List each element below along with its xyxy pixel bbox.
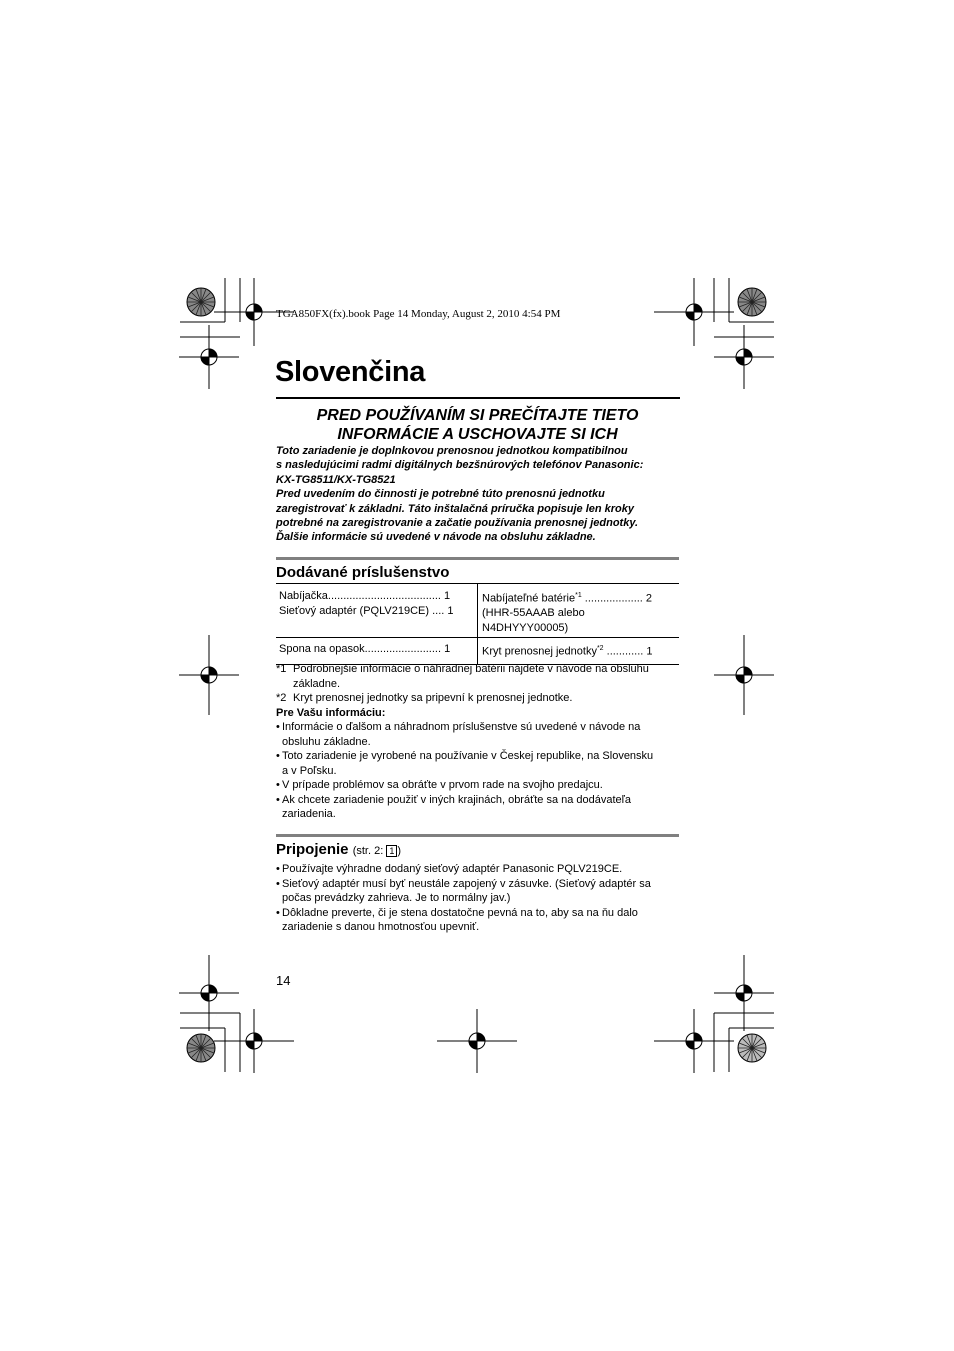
list-item	[276, 906, 680, 935]
info-heading: Pre Vašu informáciu:	[276, 706, 386, 719]
list-item-line: zariadenia.	[282, 808, 336, 820]
warning-heading	[276, 406, 679, 444]
warning-heading-line: INFORMÁCIE A USCHOVAJTE SI ICH	[337, 426, 618, 443]
accessory-charger: Nabíjačka..................................... 1	[279, 590, 451, 602]
warning-heading-line: PRED POUŽÍVANÍM SI PREČÍTAJTE TIETO	[316, 407, 639, 424]
list-item-line: • Používajte výhradne dodaný sieťový adaptér Panasonic PQLV219CE.	[282, 863, 623, 875]
accessory-batteries-qty: ................... 2	[581, 592, 653, 605]
table-row-rule	[276, 637, 679, 638]
list-item-line: obsluhu základne.	[282, 735, 371, 748]
connection-heading	[276, 841, 401, 858]
list-item	[276, 778, 680, 793]
list-item	[276, 862, 680, 877]
warning-line: KX-TG8511/KX-TG8521	[276, 473, 396, 486]
page-number: 14	[276, 973, 291, 988]
figure-ref-number: 1	[386, 845, 397, 857]
footnote-line: základne.	[293, 677, 341, 690]
list-item-line: zariadenie s danou hmotnosťou upevniť.	[282, 921, 480, 933]
book-header-line: TGA850FX(fx).book Page 14 Monday, August 2, 2010 4:54 PM	[276, 308, 561, 320]
list-item-line: a v Poľsku.	[282, 764, 337, 777]
accessory-ac-adaptor: Sieťový adaptér (PQLV219CE) .... 1	[279, 604, 454, 617]
accessory-cover-label: Kryt prenosnej jednotky	[482, 645, 597, 658]
table-column-divider	[477, 583, 478, 665]
accessory-batteries-model: (HHR-55AAAB alebo	[482, 607, 585, 620]
list-item	[276, 793, 680, 822]
accessory-belt-clip: Spona na opasok......................... 1	[279, 643, 451, 655]
accessories-notes	[276, 662, 680, 822]
warning-text	[276, 444, 680, 545]
list-item-line: • V prípade problémov sa obráťte v prvom rade na svojho predajcu.	[282, 779, 603, 791]
connection-heading-text: Pripojenie	[276, 841, 349, 858]
list-item	[276, 749, 680, 778]
footnote-line: Kryt prenosnej jednotky sa pripevní k prenosnej jednotke.	[293, 692, 573, 704]
list-item-line: • Dôkladne preverte, či je stena dostatočne pevná na to, aby sa na ňu dalo	[282, 906, 638, 919]
list-item-line: • Sieťový adaptér musí byť neustále zapojený v zásuvke. (Sieťový adaptér sa	[282, 877, 651, 890]
warning-line: potrebné na zaregistrovanie a začatie používania prenosnej jednotky.	[276, 517, 639, 530]
footnote	[276, 662, 680, 691]
table-cell	[279, 589, 454, 618]
footnote-mark: *1	[276, 663, 287, 675]
list-item	[276, 720, 680, 749]
accessory-batteries	[482, 589, 652, 606]
list-item-line: • Ak chcete zariadenie použiť v iných krajinách, obráťte sa na dodávateľa	[282, 793, 631, 806]
accessory-batteries-label: Nabíjateľné batérie	[482, 592, 576, 605]
warning-line: zaregistrovať k základni. Táto inštalačná príručka popisuje len kroky	[276, 502, 635, 515]
figure-ref-text: )	[397, 845, 401, 857]
footnote-line: Podrobnejšie informácie o náhradnej batérii nájdete v návode na obsluhu	[293, 663, 649, 675]
footnote-ref: *2	[596, 645, 604, 652]
figure-reference	[353, 845, 401, 857]
warning-line: Pred uvedením do činnosti je potrebné túto prenosnú jednotku	[276, 488, 605, 501]
table-cell	[482, 589, 652, 635]
footnote-ref: *1	[575, 592, 582, 599]
connection-list	[276, 862, 680, 935]
list-item-line: • Informácie o ďalšom a náhradnom príslušenstve sú uvedené v návode na	[282, 721, 641, 733]
accessories-heading: Dodávané príslušenstvo	[276, 564, 450, 581]
warning-line: Ďalšie informácie sú uvedené v návode na obsluhu základne.	[276, 531, 596, 544]
warning-line: s nasledujúcimi radmi digitálnych bezšnúrových telefónov Panasonic:	[276, 459, 644, 472]
figure-ref-text: (str. 2:	[352, 845, 387, 857]
section-divider	[276, 834, 679, 837]
title-rule	[276, 397, 680, 399]
warning-line: Toto zariadenie je doplnkovou prenosnou jednotkou kompatibilnou	[276, 445, 628, 457]
accessory-handset-cover	[482, 642, 652, 659]
footnote	[276, 691, 680, 706]
footnote-mark: *2	[276, 692, 287, 704]
accessory-cover-qty: ............ 1	[603, 645, 653, 658]
accessory-batteries-model: N4DHYYY00005)	[482, 621, 569, 634]
list-item	[276, 877, 680, 906]
list-item-line: počas prevádzky zahrieva. Je to normálny jav.)	[282, 892, 511, 904]
page-title: Slovenčina	[275, 356, 426, 388]
list-item-line: • Toto zariadenie je vyrobené na používanie v Českej republike, na Slovensku	[282, 750, 654, 762]
section-divider	[276, 557, 679, 560]
